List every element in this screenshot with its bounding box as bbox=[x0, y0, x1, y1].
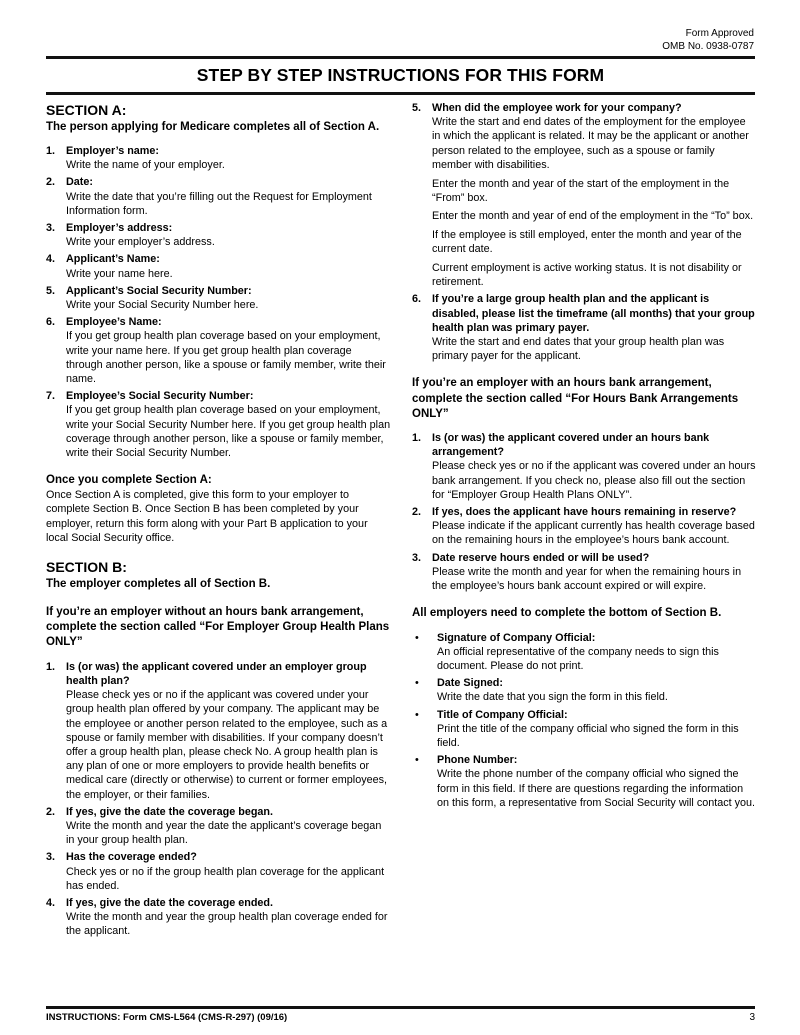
section-a-subheading: The person applying for Medicare completes all of Section A. bbox=[46, 121, 380, 133]
item-text: Please write the month and year for when the remaining hours in the employee’s hours bank account expired or will expire. bbox=[432, 565, 742, 593]
item-text: If you get group health plan coverage based on your employment, write your Social Security Number here. If you get group health plan coverage through another person, like a spouse or family member, write their Social Security Number. bbox=[66, 404, 391, 460]
all-employers-section bbox=[412, 606, 757, 810]
item-text: Write the start and end dates of the employment for the employee in which the applicant is related. It may be the applicant or another person related to the employee, such as a spouse or family member with disabilities. bbox=[432, 116, 749, 171]
bullet-text: Write the phone number of the company official who signed the form in this field. If there are questions regarding the information on this form, a representative from Social Security will contact you. bbox=[437, 768, 756, 809]
bullet-icon: • bbox=[415, 631, 419, 644]
item-number: 6. bbox=[46, 316, 56, 329]
item-title: Has the coverage ended? bbox=[66, 851, 197, 864]
employer-ghp-section bbox=[46, 605, 391, 938]
section-a-header bbox=[46, 101, 391, 135]
list-item bbox=[46, 660, 391, 802]
item-number: 2. bbox=[46, 176, 56, 189]
item-title: Date: bbox=[66, 176, 93, 189]
item-text: Write the date that you’re filling out the Request for Employment Information form. bbox=[66, 190, 372, 217]
item-title: Applicant’s Social Security Number: bbox=[66, 284, 252, 297]
item-title: If yes, give the date the coverage ended. bbox=[66, 896, 274, 909]
list-item bbox=[46, 144, 391, 172]
item-title: If you’re a large group health plan and the applicant is disabled, please list the timeframe (all months) that your group health plan was primary payer. bbox=[432, 293, 755, 334]
list-item bbox=[412, 292, 757, 363]
footer-form-id: INSTRUCTIONS: Form CMS-L564 (CMS-R-297) (09/16) bbox=[46, 1012, 288, 1023]
item-title: Employee’s Social Security Number: bbox=[66, 390, 254, 403]
item-title: Employer’s address: bbox=[66, 222, 173, 235]
list-item bbox=[46, 315, 391, 386]
page-footer bbox=[46, 1006, 755, 1023]
item-title: If yes, does the applicant have hours remaining in reserve? bbox=[432, 506, 737, 519]
list-item bbox=[46, 896, 391, 939]
bullet-title: Signature of Company Official: bbox=[437, 631, 596, 644]
bullet-icon: • bbox=[415, 677, 419, 690]
title-rule-bottom bbox=[46, 92, 755, 95]
item-number: 3. bbox=[412, 551, 422, 564]
content-columns bbox=[46, 101, 757, 942]
bullet-title: Title of Company Official: bbox=[437, 708, 568, 721]
bullet-text: An official representative of the company needs to sign this document. Please do not print. bbox=[437, 645, 719, 672]
item-text: Please check yes or no if the applicant was covered under an hours bank arrangement. If you check no, please also fill out the section for “Employer Group Health Plans ONLY”. bbox=[432, 460, 756, 501]
item-text: Write your Social Security Number here. bbox=[66, 299, 259, 312]
hours-bank-section bbox=[412, 376, 757, 593]
list-item bbox=[46, 221, 391, 249]
left-column bbox=[46, 101, 391, 942]
item-title: Employer’s name: bbox=[66, 145, 160, 157]
bullet-text: Print the title of the company official who signed the form in this field. bbox=[437, 722, 739, 749]
section-b-heading: SECTION B: bbox=[46, 559, 127, 576]
right-column bbox=[412, 101, 757, 942]
bullet-item bbox=[412, 708, 757, 751]
list-item bbox=[412, 505, 757, 548]
bullet-item bbox=[412, 676, 757, 704]
list-item bbox=[46, 284, 391, 312]
item-title: When did the employee work for your company? bbox=[432, 102, 682, 114]
once-complete-body: Once Section A is completed, give this form to your employer to complete Section B. Once Section B has been completed by your employer, return this form along with your Part B application to your local Social Security office. bbox=[46, 489, 368, 544]
item-text: Enter the month and year of end of the employment in the “To” box. bbox=[432, 210, 754, 223]
list-item bbox=[412, 551, 757, 594]
item-title: Is (or was) the applicant covered under an hours bank arrangement? bbox=[432, 432, 710, 459]
list-item bbox=[412, 101, 757, 289]
item-text: Write your employer’s address. bbox=[66, 236, 215, 249]
bullet-title: Date Signed: bbox=[437, 677, 503, 690]
item-number: 1. bbox=[46, 660, 56, 673]
item-number: 2. bbox=[412, 506, 422, 519]
item-number: 7. bbox=[46, 390, 56, 403]
item-number: 4. bbox=[46, 896, 56, 909]
item-text: Check yes or no if the group health plan coverage for the applicant has ended. bbox=[66, 865, 385, 892]
bullet-icon: • bbox=[415, 754, 419, 767]
item-title: Is (or was) the applicant covered under an employer group health plan? bbox=[66, 660, 367, 687]
item-number: 3. bbox=[46, 222, 56, 235]
item-number: 2. bbox=[46, 805, 56, 818]
item-text: Write the month and year the group health plan coverage ended for the applicant. bbox=[66, 911, 388, 938]
employer-ghp-heading: If you’re an employer without an hours bank arrangement, complete the section called “For Employer Group Health Plans ONLY” bbox=[46, 606, 390, 649]
bullet-text: Write the date that you sign the form in this field. bbox=[437, 691, 668, 704]
item-title: Date reserve hours ended or will be used? bbox=[432, 551, 650, 564]
list-item bbox=[412, 431, 757, 502]
item-text: Write the start and end dates that your group health plan was primary payer for the applicant. bbox=[432, 336, 725, 363]
list-item bbox=[46, 389, 391, 460]
item-text: Please indicate if the applicant currently has health coverage based on the remaining hours in the employee’s hours bank account. bbox=[432, 520, 755, 547]
omb-number-text: OMB No. 0938-0787 bbox=[662, 40, 754, 52]
section-a-heading: SECTION A: bbox=[46, 102, 127, 118]
item-text: Write your name here. bbox=[66, 267, 173, 280]
once-complete-heading: Once you complete Section A: bbox=[46, 474, 212, 487]
bullet-icon: • bbox=[415, 708, 419, 721]
section-a-items bbox=[46, 144, 391, 460]
item-title: Applicant’s Name: bbox=[66, 253, 160, 266]
title-block bbox=[46, 56, 755, 95]
item-title: Employee’s Name: bbox=[66, 316, 162, 329]
list-item bbox=[46, 805, 391, 848]
item-number: 5. bbox=[412, 102, 422, 114]
item-number: 1. bbox=[46, 145, 56, 157]
item-text: If the employee is still employed, enter the month and year of the current date. bbox=[432, 229, 742, 256]
form-approved-text: Form Approved bbox=[685, 28, 754, 39]
item-number: 3. bbox=[46, 851, 56, 864]
once-complete-section bbox=[46, 473, 391, 545]
list-item bbox=[46, 850, 391, 893]
bullet-item bbox=[412, 631, 757, 674]
hours-bank-heading: If you’re an employer with an hours bank arrangement, complete the section called “For Hours Bank Arrangements ONLY” bbox=[412, 377, 739, 420]
item-text: Please check yes or no if the applicant was covered under your group health plan offered by your company. The applicant may be the employee or another person related to the employee, such as a spouse or family member with disabilities. If your company doesn’t offer a group health plan, please check No. A group health plan is any plan of one or more employers to provide health benefits or medical care (directly or otherwise) to current or former employees, the employer, or their families. bbox=[66, 689, 388, 801]
employer-ghp-items-continued bbox=[412, 101, 757, 363]
section-b-subheading: The employer completes all of Section B. bbox=[46, 578, 271, 591]
bullet-item bbox=[412, 753, 757, 810]
item-number: 1. bbox=[412, 432, 422, 445]
item-text: Current employment is active working status. It is not disability or retirement. bbox=[432, 262, 742, 289]
item-number: 4. bbox=[46, 253, 56, 266]
item-title: If yes, give the date the coverage began. bbox=[66, 805, 274, 818]
bullet-title: Phone Number: bbox=[437, 754, 518, 767]
item-text: If you get group health plan coverage based on your employment, write your name here. If you get group health plan coverage through another person, like a spouse or family member, write their name. bbox=[66, 330, 386, 386]
item-number: 6. bbox=[412, 293, 422, 306]
item-text: Write the month and year the date the applicant’s coverage began in your group health plan. bbox=[66, 819, 382, 847]
item-text: Write the name of your employer. bbox=[66, 159, 225, 172]
page-title: STEP BY STEP INSTRUCTIONS FOR THIS FORM bbox=[196, 65, 605, 85]
section-b-header bbox=[46, 558, 391, 592]
list-item bbox=[46, 175, 391, 218]
all-employers-heading: All employers need to complete the bottom of Section B. bbox=[412, 607, 722, 620]
omb-approval bbox=[662, 28, 754, 53]
item-text: Enter the month and year of the start of the employment in the “From” box. bbox=[432, 177, 730, 204]
page-number: 3 bbox=[749, 1012, 755, 1023]
item-number: 5. bbox=[46, 284, 56, 297]
list-item bbox=[46, 252, 391, 280]
